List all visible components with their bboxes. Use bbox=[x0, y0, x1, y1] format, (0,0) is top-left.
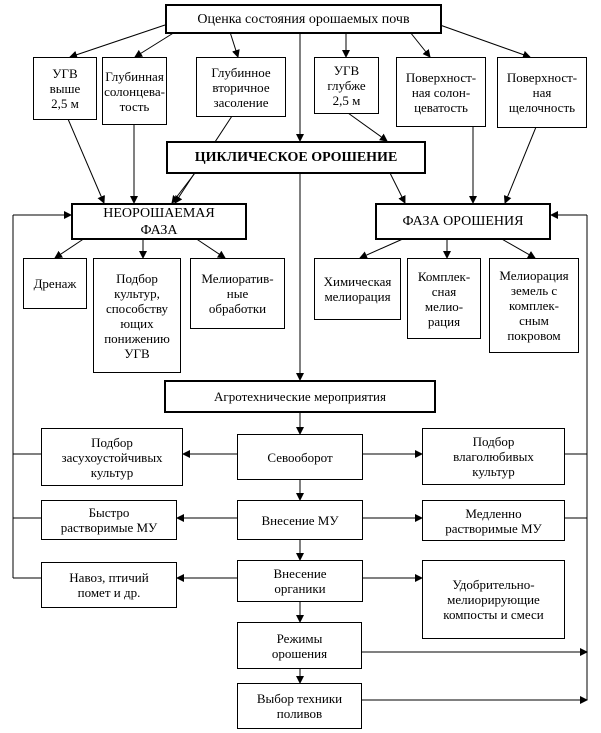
factor-surface-solonetz: Поверхност- ная солон- цеватость bbox=[396, 57, 486, 127]
irrigation-regimes-box: Режимы орошения bbox=[237, 622, 362, 669]
agro-measures-box: Агротехнические мероприятия bbox=[164, 380, 436, 413]
fast-soluble-fertilizer-box: Быстро растворимые МУ bbox=[41, 500, 177, 540]
complex-reclamation-box: Комплек- сная мелио- рация bbox=[407, 258, 481, 339]
composts-box: Удобрительно- мелиорирующие компосты и смеси bbox=[422, 560, 565, 639]
slow-soluble-fertilizer-box: Медленно растворимые МУ bbox=[422, 500, 565, 541]
drought-tolerant-crops-box: Подбор засухоустойчивых культур bbox=[41, 428, 183, 486]
cyclic-irrigation-box: ЦИКЛИЧЕСКОЕ ОРОШЕНИЕ bbox=[166, 141, 426, 174]
irrigation-equipment-box: Выбор техники поливов bbox=[237, 683, 362, 729]
drainage-box: Дренаж bbox=[23, 258, 87, 309]
factor-gwt-below: УГВ глубже 2,5 м bbox=[314, 57, 379, 114]
factor-deep-salinization: Глубинное вторичное засоление bbox=[196, 57, 286, 117]
complex-cover-reclamation-box: Мелиорация земель с комплек- сным покровом bbox=[489, 258, 579, 353]
crop-selection-gwt-box: Подбор культур, способству ющих понижению УГВ bbox=[93, 258, 181, 373]
manure-box: Навоз, птичий помет и др. bbox=[41, 562, 177, 608]
factor-deep-solonetz: Глубинная солонцева- тость bbox=[102, 57, 167, 125]
crop-rotation-box: Севооборот bbox=[237, 434, 363, 480]
organic-application-box: Внесение органики bbox=[237, 560, 363, 602]
factor-surface-alkalinity: Поверхност- ная щелочность bbox=[497, 57, 587, 128]
mineral-fertilizer-box: Внесение МУ bbox=[237, 500, 363, 540]
reclamation-treatments-box: Мелиоратив- ные обработки bbox=[190, 258, 285, 329]
non-irrigated-phase-box: НЕОРОШАЕМАЯ ФАЗА bbox=[71, 203, 247, 240]
soil-assessment-box: Оценка состояния орошаемых почв bbox=[165, 4, 442, 34]
factor-gwt-above: УГВ выше 2,5 м bbox=[33, 57, 97, 120]
chemical-reclamation-box: Химическая мелиорация bbox=[314, 258, 401, 320]
irrigation-phase-box: ФАЗА ОРОШЕНИЯ bbox=[375, 203, 551, 240]
moisture-loving-crops-box: Подбор влаголюбивых культур bbox=[422, 428, 565, 485]
